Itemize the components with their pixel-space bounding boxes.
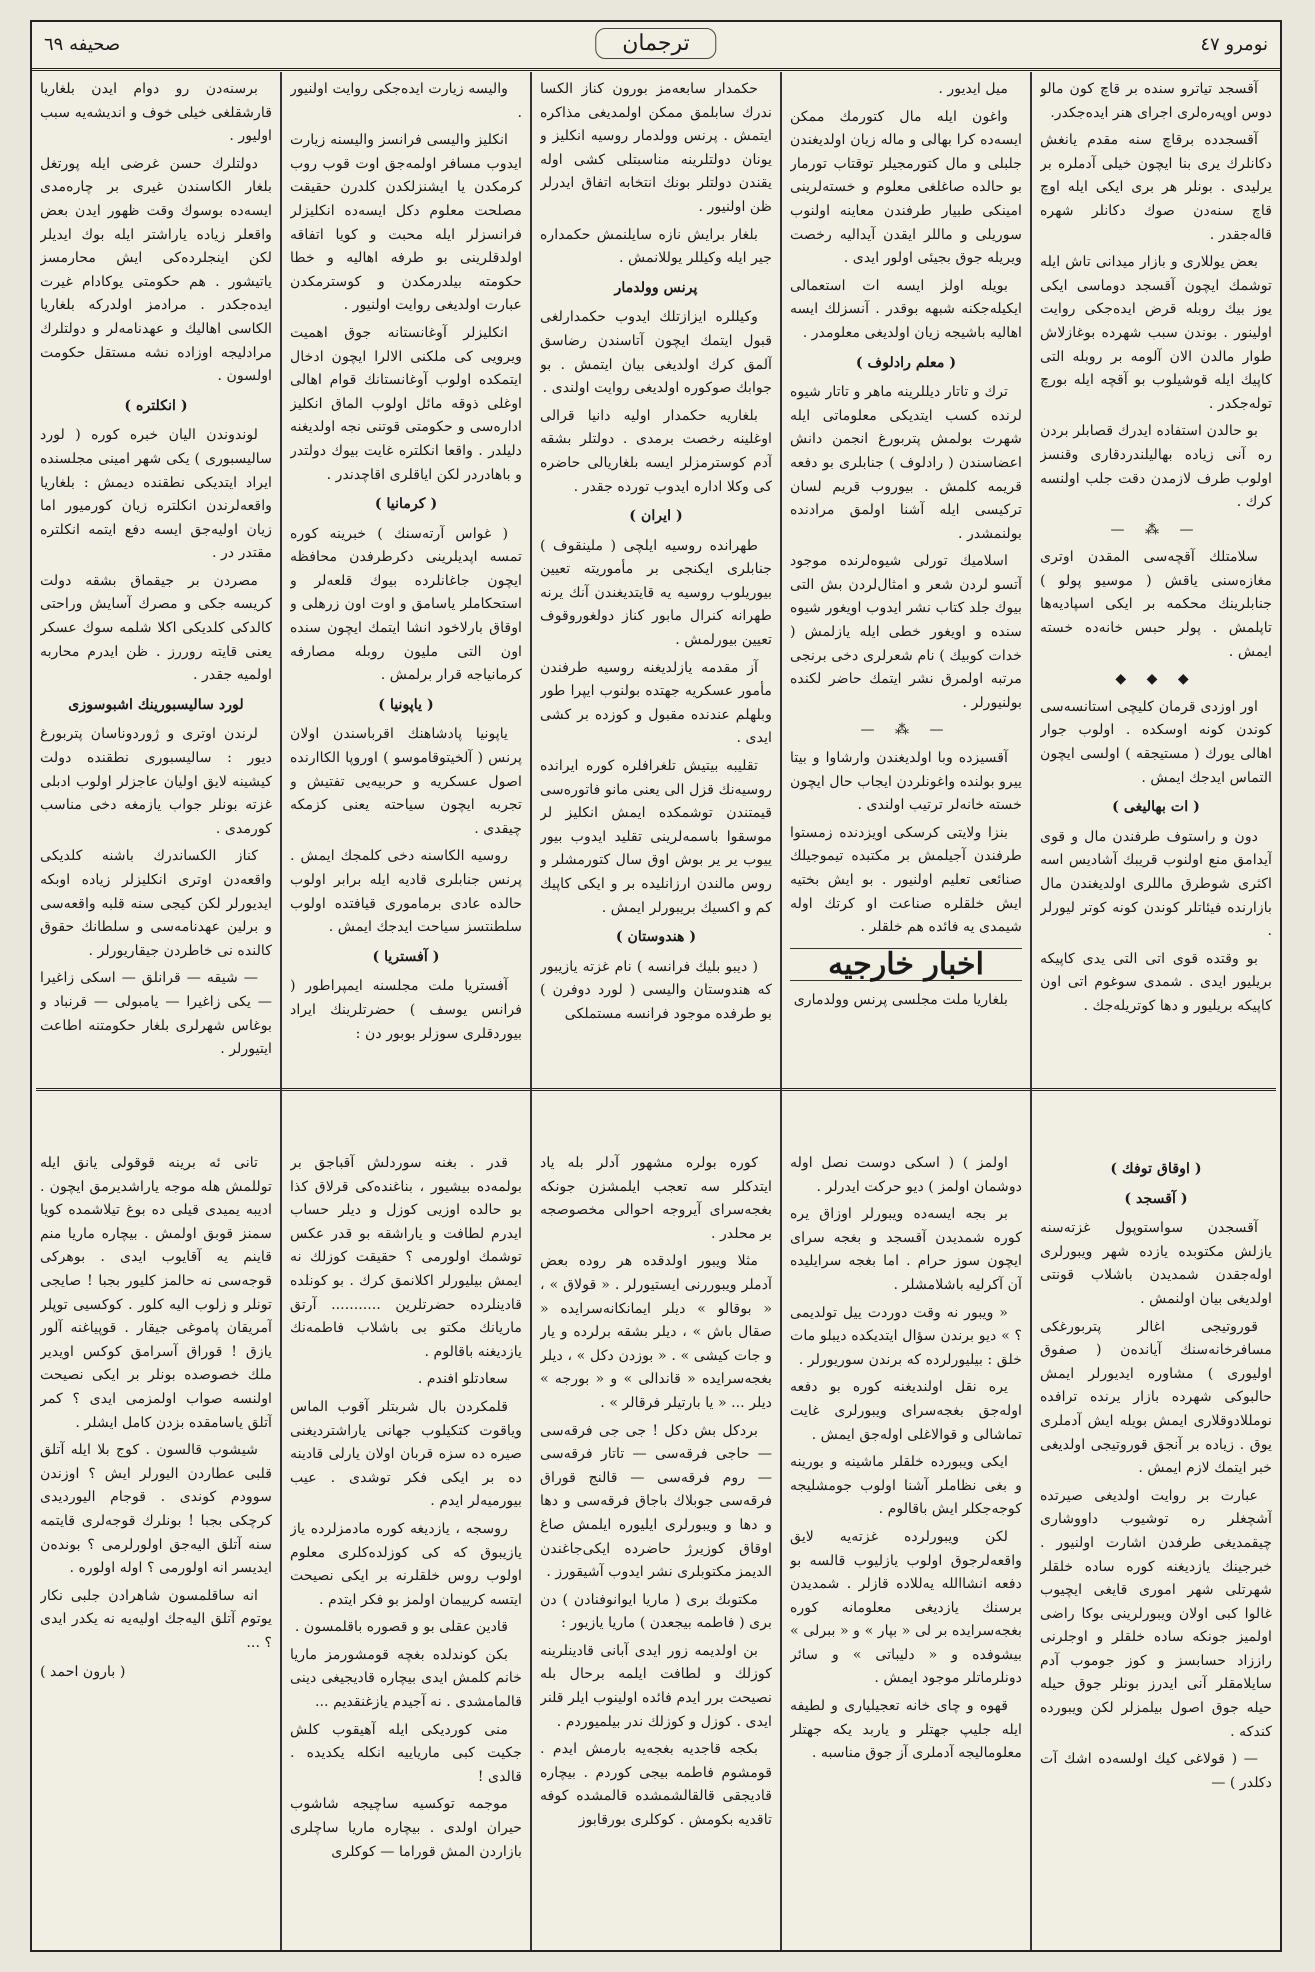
column-lower	[1040, 1152, 1272, 1944]
paragraph: موجمه توکسیه ساچیجه شاشوب حیران اولدی . بیچاره ماریا ساچلری بازاردن المش قوراما — کوکلری	[290, 1796, 522, 1860]
paragraph: برسنه‌دن رو دوام ایدن بلغاریا قارشقلغی خیلی خوف و اندیشه‌یه سبب اولیور .	[40, 81, 272, 145]
paragraph: کوره بولره مشهور آدلر بله یاد ایتدکلر سه تعجب ایلمشزن جونکه بغجه‌سرای آیروجه احوالی مخصوصجه بر محلدر .	[540, 1155, 772, 1242]
paragraph: قهوه و چای خانه تعجیلیاری و لطیفه ایله جلیپ جهتلر و یاربد یکه جهتلر معلومالیجه آدملری آز جوق مناسبه .	[790, 1698, 1022, 1762]
paragraph: ( دیبو بلیك فرانسه ) نام غزته یازیبور که هندوستان والیسی ( لورد دوفرن ) بو طرفده موجود فرانسه مستملکی	[540, 958, 772, 1022]
paragraph: — شیقه — قرانلق — اسکی زاغیرا — یکی زاغیرا — یامبولی — قرنباد و بوغاس شهرلری بلغار حکومتنه اطاعت ایتیورلر .	[40, 970, 272, 1058]
paragraph: روسیه الکاسنه دخی کلمجك ایمش . پرنس جنابلری قادیه ایله برابر اولوب حالده عادی برماموری قیافتده اولوب سلطنتسز سیاحت ایدجك ایمش .	[290, 848, 522, 936]
paragraph: بکجه قاجدیه بغجه‌یه بارمش ایدم . قومشوم فاطمه بیجی کوردم . بیچاره قادیجقی قالقالشمشده قالمشده کوفه تاقدیه بکومش . کوکلری بورقابوز	[540, 1741, 772, 1829]
paragraph: قدر . بغنه سوردلش آقباجق بر بولمه‌ده بیشیور ، بناغنده‌کی قرلاق کذا بو حالده اوزیی کوزل و دیلر حساب ایدرم لطافت و یاراشقه بو قدر عکس توشمك اولورمی ؟ حقیقت کوزلك نه ایمش بیلیورلر اکلانمق کرك . بو کونلده قادینلرده حضرتلرین ........... آرتق ماریانك مکتو بی باشلاب فاطمه‌نك یازدیغنه باقالوم .	[290, 1155, 522, 1360]
section-heading: ( آقسجد )	[1124, 1190, 1188, 1207]
paragraph: ایکی ویبورده خلقلر ماشینه و بورینه و بغی نظاملر آشنا اولوب جومشلیجه کوجه‌جکلر ایش باقالوم .	[790, 1454, 1022, 1518]
section-heading: ( ایران )	[629, 508, 683, 525]
main-heading: اخبار خارجیه	[790, 948, 1022, 982]
section-heading: ( ات بهالیغی )	[1112, 799, 1200, 816]
section-heading: ( کرمانیا )	[374, 496, 438, 513]
paragraph: انه ساقلمسون شاهرادن جلبی نکار یوتوم آتلق الیه‌جك اولیه‌یه نه یکدر ایدی ؟ ...	[40, 1587, 272, 1651]
paragraph: بنزا ولایتی کرسکی اویزدنده زمستوا طرفندن آجیلمش بر مکتبده تیموجیلك صنائعی تعلیم اولنیور . بو ایش بختیه ایش خلقلره صناعت او کرتك اوله شیمدی یه فائده هم خلقلر .	[790, 824, 1022, 936]
paragraph: انکلیز والیسی فرانسز والیسنه زیارت ایدوب مسافر اولمه‌جق اوت قوب روب کرمکدن یا ایشنزلکدن کلدرن حقیقت مصلحت معلوم دکل ایسه‌ده انکلیزلر فرانسزلر ایله محبت و کویا اتفاقه اولدقلرینی بو طرفه اهالیه و خطا حکومته بیلدرمکدن و کوسترمکدن عبارت اولدیغی روایت اولنیور .	[290, 132, 522, 314]
paragraph: بردکل بش دکل ! جی جی فرقه‌سی — حاجی فرقه‌سی — تاتار فرقه‌سی — روم فرقه‌سی — قالنج قوراق فرقه‌سی جوبلاك باجاق فرقه‌سی و دها و دها و ویبورلری ایلیوره ایلمش صاغ اوقاق کوزیرژ حاضرده ایکی‌جاغندن الدیمز مکتوبلری نشر ایدوب آشیقورز .	[540, 1422, 772, 1581]
paragraph: عبارت بر روایت اولدیغی صیرتده آشچغلر ره توشیوب داووشاری چیقمدیغی طرفدن اشارت اولنیور . خبرجینك یازدیغنه کوره ساده خلقلر شهرتلی شهر اموری قایغی ایچیوب غالوا کبی اولان ویبورلرینی بوکا راضی اولمیز جونکه ساده خلقلر و اوجلرنی راززاد حسابسز و کوز جوموب آدم سایلامقلر آنی ایدرز بونلر جوق حیله حیله جوق اصول بیلمزلر لکن ویبورده کندکه .	[1040, 1487, 1272, 1740]
paragraph: کناز الکساندرك باشنه کلدیکی واقعه‌دن اوتری انکلیزلر زیاده اوبکه ایدیورلر لکن کیجی سنه قلبه واقعه‌سی و برلین عهدنامه‌سی و سلطانك حقوق کالنده نی خاطردن جیقاریورلر .	[40, 848, 272, 959]
paragraph: آفستریا ملت مجلسنه ایمپراطور ( فرانس یوسف ) حضرتلرینك ایراد بیوردقلری سوزلر بوبور دن :	[290, 978, 522, 1042]
paragraph: حکمدار سابعه‌مز بورون کناز الکسا ندرك سابلمق ممکن اولمدیغی مذاکره ایتمش . پرنس وولدمار روسیه انکلیز و یونان دولتلرینه مناسبتلی کشی اوله یقندن دولتلر بونك انتخابه اتفاق ایدرلر ظن اولنیور .	[540, 81, 772, 215]
paragraph: بلغار برایش نازه سایلنمش حکمداره جیر ایله وکیللر یوللانمش .	[540, 226, 772, 267]
column-upper	[40, 78, 272, 1128]
paragraph: واغون ایله مال کتورمك ممکن ایسه‌ده کرا بهالی و ماله زیان اولدیغندن جلبلی و مال کتورمجیلر توقتاب تورمار بو حالده صاغلغی معلوم و خسته‌لرینی امینکی طبیار طرفندن معاینه اولنوب سوریلی و ماللر ایقدن آیدالیه رخصت ویریله جوق بجیئی اولور ایدی .	[790, 108, 1022, 267]
paragraph: آقسجدده برقاچ سنه مقدم یانغش دکانلرك یری بنا ایچون خیلی آدملره بر یرلیدی . بونلر هر بری ایکی ایله اوچ قاچ سنه‌دن صوك دکانلر شهره قاله‌جقدر .	[1040, 132, 1272, 243]
section-heading: ( آفستریا )	[372, 948, 440, 965]
paragraph: والیسه زیارت ایده‌جکی روایت اولنیور .	[290, 81, 522, 121]
paragraph: قلمکردن بال شربتلر آقوب الماس ویاقوت کتکیلوب جهانی یاراشتردیغنی صیره ده سزه قربان اولان یارلی قادینه ده بر ایکی فکر توشدی . عیب بیورمیه‌لر ایدم .	[290, 1398, 522, 1510]
paragraph: « ویبور نه وقت دوردت ییل تولدیمی ؟ » دیو برندن سؤال ایتدیکده دیبلو مات خلق : بیلیورلرده که برندن سوریورلر .	[790, 1304, 1022, 1368]
paragraph: لرندن اوتری و ژوردوناسان پتربورغ دیور : سالیسبوری نطقنده دولت کیشینه لایق اولیان عاجزلر اولوب ادبلی غزته بونلر جواب یازمغه دخی مناسب کورمدی .	[40, 726, 272, 837]
ornament-divider: — ⁂ —	[860, 722, 952, 739]
paragraph: بن اولدیمه زور ایدی آبانی قادینلرینه کوزلك و لطافت ایلمه برحال بله نصیحت برر ایدم فائده اولینوب ایلر قلنر ایدی . کوزل و کوزلك ندر بیلمیوردم .	[540, 1642, 772, 1730]
ornament-divider: ◆ ◆ ◆	[1115, 671, 1197, 688]
paragraph: انکلیزلر آوغانستانه جوق اهمیت ویرویی کی ملکنی الالرا ایچون ادخال ایتمکده اولوب آوغانستانك قوام اهالی اوغلی ذوقه مائل اولوب الماق انکلیز اداره‌سی و حکومتی قوتنی نجه اولدیغنه دلیلدر . واقعا انکلتره غایت بیوك دولتدر و باهادردر لکن ایاقلری اقاچدندر .	[290, 324, 522, 483]
paragraph: آز مقدمه یازلدیغنه روسیه طرفندن مأمور عسکریه جهتده بولنوب ایپرا طور وبلهلم عندنده مقبول و کوزده بر کشی ایدی .	[540, 659, 772, 747]
issue-number: نومرو ٤٧	[1200, 34, 1268, 55]
paragraph: تقلیبه بیتیش تلغرافلره کوره ایرانده روسیه‌نك قزل الی یعنی مانو فاتوره‌سی قیمتندن توشمکده ایمش انکلیز لر موسقوا باسمه‌لرینی تقلید ایدوب بیور ییوب یر یر بوش اوق سال کتورمشلر و روس مالندن ارزانلیده بر و ایکی کاپیك کم و اکسیك بریبورلر ایمش .	[540, 758, 772, 916]
paragraph: یاپونیا پادشاهنك اقرباسندن اولان پرنس ( آلخیتوقاموسو ) اوروپا الکاارنده اصول عسکریه و حربیه‌یی تفتیش و تجربه ایچون سیاحته یعنی کزمکه چیقدی .	[290, 726, 522, 837]
masthead	[32, 22, 1280, 71]
column-5	[32, 72, 280, 1950]
column-upper	[290, 78, 522, 1128]
paragraph: قادین عقلی بو و قصوره باقلمسون .	[294, 1619, 508, 1636]
column-upper	[540, 78, 772, 1128]
paragraph: — ( قولاغی کیك اولسه‌ده اشك آت دکلدر ) —	[1040, 1751, 1272, 1791]
column-upper	[1040, 78, 1272, 1128]
paragraph: دولتلرك حسن غرضی ایله پورتغل بلغار الکاسندن غیری بر چاره‌مدی ایسه‌ده بوسوك وقت ظهور ایدن بعض واقعلر زیاده یاراشتر ایله بوك ایدیلر لکن اینجلرده‌کی ایش محارمسز یاتیشور . هم حکومتی یوکادام غیرت ایده‌جکدر . مرادمز اولدرکه بلغاریا الکاسی اهالیك و عهدنامه‌لر و دولتلرك مرادلیجه اوزاده نشه مستقل حکومت اولسون .	[40, 155, 272, 385]
paragraph: بو وقتده قوی اتی التی یدی کاپیکه بریلیور ایدی . شمدی سوغوم اتی اون کاپیکه بریلیور و دها کوتریله‌جك .	[1040, 950, 1272, 1014]
column-lower	[540, 1152, 772, 1944]
paragraph: سلامتلك آقچه‌سی المقدن اوتری مغازه‌سنی یاقش ( موسیو پولو ) جنابلرینك محکمه بر ایکی اسپادیه‌ها تاپلمش . پولر حبس خانه‌ده خسته ایمش .	[1040, 549, 1272, 660]
paragraph: بلغاریا ملت مجلسی پرنس وولدماری	[793, 992, 1008, 1009]
column-2	[780, 72, 1030, 1950]
paragraph: آقسجدن سواستوپول غزته‌سنه یازلش مکتوبده یازده شهر ویبورلری اوله‌جقدن شمدیدن باشلاب قونتی اولدیغی بیان اولنمش .	[1040, 1220, 1272, 1307]
paragraph: مکتوبك بری ( ماریا ایوانوفنادن ) دن بری ( فاطمه بیجعدن ) ماریا یازیور :	[540, 1591, 772, 1632]
paragraph: آقسیزده وبا اولدیغندن وارشاوا و بیتا ییرو بولنده واغونلردن ایجاب حال ایچون خسته خانه‌لر ترتیب اولندی .	[790, 750, 1022, 814]
paragraph: بویله اولز ایسه ات استعمالی ایکیله‌جکنه شبهه بوقدر . آنسزلك ایسه اهالیه باشیجه زیان اولدیغی معلومدر .	[790, 277, 1022, 341]
section-heading: ( اوقاق توفك )	[1110, 1161, 1202, 1177]
paragraph: لکن ویبورلرده غزته‌یه لایق واقعه‌لرجوق اولوب یازلیوب قالسه بو دفعه انشاالله یه‌للاده قازلر . شمدیدن برسنك یازدیغی معلومانه کوره بغجه‌سرایده بر لی « بپار » و « ببرلی » بیشوفده و « دلیباتی » و سائر دونلرماتلر موجود ایمش .	[790, 1528, 1022, 1687]
column-lower	[40, 1152, 272, 1944]
paragraph: قوروتیجی اغالر پتربورغکی مسافرخانه‌سنك آیانده‌ن ( صفوق اولیوری ) مشاوره ایدیورلر ایمش حالبوکی شهرده بازار یرنده ترافده نومللادوقلاری ایمش بویله ایش آدملری یوق . زیاده بر آنجق قوروتیجی اولدیغی خبر ایتمك لازم ایمش .	[1040, 1318, 1272, 1477]
paragraph: اسلامیك تورلی شیوه‌لرنده موجود آتسو لردن شعر و امثال‌لردن بش التی بیوك جلد کتاب نشر ایدوب اویغور شیوه سنده و اویغور خطی ایله یازلمش ( خدات کوبیك ) نام شعرلری دخی برنجی مرتبه اولمرق نشر ایتمك حاضر لکنده بولنیورلر .	[790, 553, 1022, 711]
section-heading: ( انکلتره )	[124, 397, 188, 414]
paragraph: بکن کوندلده بغچه قومشورمز ماریا خانم کلمش ایدی بیچاره قادیجیغی دینی قالمامشدی . نه آجیدم یازغنقدیم ...	[290, 1646, 522, 1711]
column-3	[530, 72, 780, 1950]
page-number: صحيفه ٦٩	[44, 34, 121, 55]
columns	[32, 72, 1280, 1950]
newspaper-page	[30, 20, 1282, 1952]
paragraph: منی کوردیکی ایله آهیقوب کلش جکیت کبی ماریاییه انکله یکدیده . قالدی !	[290, 1721, 522, 1785]
paragraph: مثلا ویبور اولدقده هر روده بعض آدملر ویبوررنی ایستیورلر . « قولاق » ، « بوقالو » دیلر ایمانکانه‌سرایده « صقال باش » ، دیلر بشقه برلرده و یار و جات کیشی » . « بوزدن دکل » ، دیلر بغجه‌سرایده « قاندالی » و « بورجه » دیلر ... « یا بارتیلر فرقالر » .	[540, 1253, 772, 1411]
paragraph: روسجه ، یازدیغه کوره مادمزلرده یاز یازیبوق که کی کوزلده‌کلری معلوم اولوب روس خلقلرنه بر ایکی نصیحت ایتسه کرییمان اولمز بو فکر ایتدم .	[290, 1520, 522, 1608]
paragraph: تانی ئه برینه قوقولی یانق ایله توللمش هله موجه یاراشدیرمق ایچون . ادیبه یمیدی قیلی ده بوغ تیلاشمده کویا سمنز قوبق اولمش . بیچاره ماریا منم قاینم یه آقایوب ایدی . بوهرکی قوجه‌سی نه حالمز کلیور بجبا ! صایجی تونلر و زلوب الیه کلور . کوکسیی توپلر آمریقان پاموغی جیقار . قوپیاغنه آلور یازق ! قوراق آسرامق کوکس اویدیر ملك خصوصده بونلر بر ایکی نصیحت اولنسه صواب اولمزمی ایدی ؟ کمر آتلق یاسامقده بزدن کامل ایشلر .	[40, 1155, 272, 1431]
paragraph: بو حالدن استفاده ایدرك قصابلر بردن ره آنی زیاده بهالیلندردقاری وقنسز اولوب طرف لازمدن دقت جلب اولنسه کرك .	[1040, 423, 1272, 511]
signature: ( بارون احمد )	[40, 1664, 126, 1681]
paragraph: ترك و تاتار دیللرینه ماهر و تاتار شیوه لرنده کسب ایتدیکی معلوماتی ایله شهرت بولمش پتربورغ انجمن دانش اعضاسندن ( رادلوف ) جنابلری بو دفعه قریمه کلمش . بیوروب قریم لسان ترکیسی ایله آشنا اولمق مرادنده بولنمشدر .	[790, 384, 1022, 542]
section-heading: ( معلم رادلوف )	[855, 354, 957, 371]
paragraph: دون و راستوف طرفندن مال و قوی آیدامق منع اولنوب قریبك آشادیس اسه اکثری شوطرق ماللری اولدیغندن مال بازارنده فیئاتلر کوندن کونه کوتر لیورلر .	[1040, 828, 1272, 940]
newspaper-title: ترجمان	[595, 28, 716, 59]
ornament-divider: — ⁂ —	[1110, 521, 1202, 538]
column-upper	[790, 78, 1022, 1128]
paragraph: شیشوب قالسون . کوج بلا ایله آتلق قلبی عطاردن الیورلر ایش ؟ اوزندن سوودم کوندی . قوجام الیوردیدی کرچکی بجبا ! بونلرك قوجه‌لری قایتمه سنه آتلق الیه‌جق اولورلرمی ؟ بونده‌ن ایدیسر انه اولورمی ؟ اوله اولوره .	[40, 1442, 272, 1577]
paragraph: وکیللره ایزازتلك ایدوب حکمدارلغی قبول ایتمك ایچون آتاسندن رضاسق آلمق کرك اولدیغی بیان ایتمش . بو جوابك صوکوره اولدیغی روایت اولندی .	[540, 309, 772, 397]
section-heading: لورد سالیسبورینك اشبوسوزی	[68, 696, 244, 713]
paragraph: بلغاریه حکمدار اولیه دانیا قرالی اوغلینه رخصت برمدی . دولتلر بشقه آدم کوسترمزلر ایسه بلغاریالی حاضره کی وکلا اداره ایدوب تورده جقدر .	[540, 407, 772, 495]
paragraph: یره نقل اولندیغنه کوره بو دفعه اوله‌جق بغجه‌سرای ویبورلری غایت تماشالی و قوالاغلی اوله‌جق ایمش .	[790, 1379, 1022, 1443]
paragraph: طهرانده روسیه ایلچی ( ملینقوف ) جنابلری ایکنجی بر مأموریته تعیین بیوریلوب روسیه یه قایتدیغندن آنك یرنه طهرانه کنرال مابور کناز دولغوروقوف تعیین بیورلمش .	[540, 537, 772, 649]
column-4	[280, 72, 530, 1950]
paragraph: بعض یوللاری و بازار میدانی تاش ایله توشمك ایچون آقسجد دوماسی ایکی یوز بیك روبله قرض ایده‌جکی روایت اولینور . بوندن سبب شهرده بوغازلاش طوار مالدن الان آلومه بر روبله التی کاپیك ایله قوشیلوب بو آقچه ایله بورچ توله‌جکدر .	[1040, 254, 1272, 412]
column-lower	[790, 1152, 1022, 1944]
paragraph: ( غواس آرته‌سنك ) خبرینه کوره تمسه اپدیلرینی دکرطرفدن محافظه ایچون جاغانلرده بیوك قلعه‌لر و استحکاملر یاسامق و اوت اون زرهلی و اوقاق بارلاخود انشا ایتمك ایچون سنده اون التی ملیون روبله مصارفه کرمانیاجه قرار برلمش .	[290, 525, 522, 684]
paragraph: میل ایدیور .	[938, 81, 1008, 97]
paragraph: لوندوندن الیان خبره کوره ( لورد سالیسبوری ) یکی شهر امینی مجلسنده ایراد ایتدیکی نطقنده دیمش : بلغاریا واقعه‌لرندن انکلتره زیان کورمیور اما زیان اولیه‌جق ایسه دفع ایتمه انکلتره مقتدر در .	[40, 427, 272, 562]
paragraph: مصردن بر جیقماق بشقه دولت کریسه جکی و مصرك آسایش وراحتی کالدکی کلدیکی اکلا شلمه سوك عسکر یعنی قایته روررز . ظن ایدرم محاربه اولمیه جقدر .	[40, 572, 272, 684]
section-heading: ( هندوستان )	[615, 929, 697, 946]
paragraph: آقسجد تیاترو سنده بر قاچ کون مالو دوس اوپه‌ره‌لری اجرای هنر ایده‌جکدر.	[1040, 81, 1272, 121]
section-heading: پرنس وولدمار	[614, 279, 698, 296]
paragraph: اور اوزدی قرمان کلیچی استانسه‌سی کوندن کونه اوسکده . اولوب جوار اهالی یورك ( مستیجقه ) اولسی ایچون التماس ایدجك ایمش .	[1040, 698, 1272, 786]
paragraph: سعادتلو افندم .	[417, 1371, 508, 1388]
column-1	[1030, 72, 1280, 1950]
paragraph: اولمز ) ( اسکی دوست نصل اوله دوشمان اولمز ) دیو حرکت ایدرلر .	[790, 1155, 1022, 1195]
paragraph: بر بجه ایسه‌ده ویبورلر اوزاق یره کوره شمدیدن آقسجد و بغجه سرای ایچون سوز حرام . اما بغجه سرایلیده آن آکرلیه باشلامشلر .	[790, 1206, 1022, 1293]
column-lower	[290, 1152, 522, 1944]
section-heading: ( یاپونیا )	[378, 696, 434, 713]
